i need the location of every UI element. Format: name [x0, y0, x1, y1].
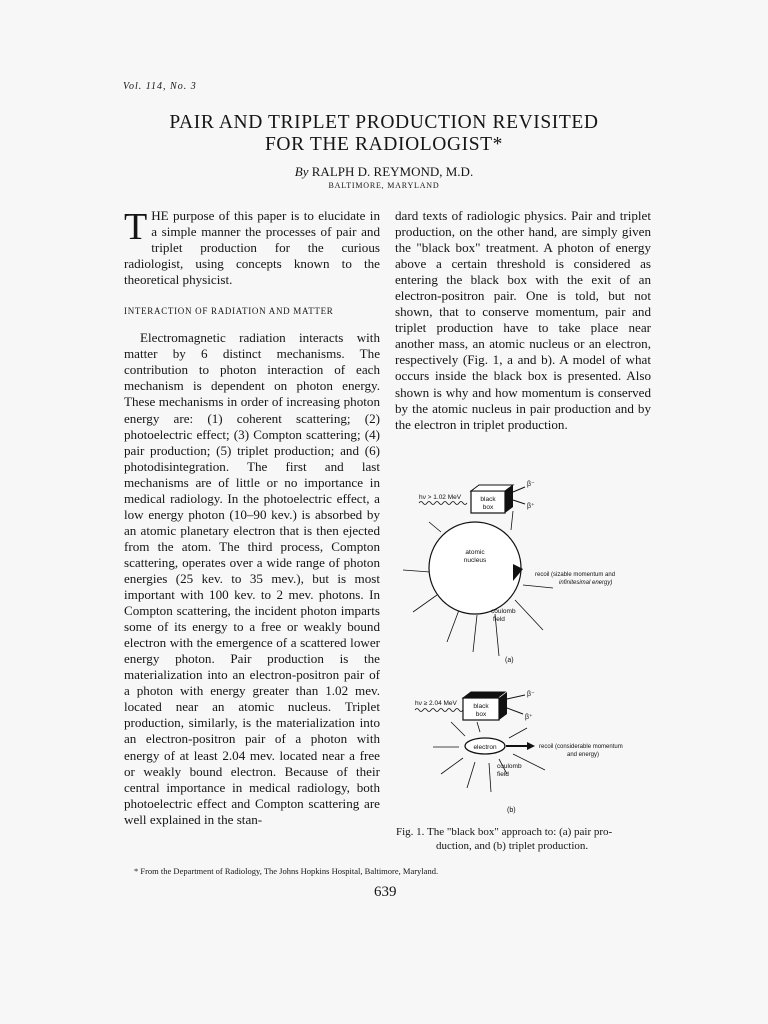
coulomb-field-lines-b: [433, 722, 545, 792]
recoil-label-a1: recoil (sizable momentum and: [535, 572, 616, 578]
caption-lead: Fig. 1.: [396, 826, 425, 838]
title-line-2: FOR THE RADIOLOGIST*: [264, 134, 504, 155]
caption-line-2: duction, and (b) triplet production.: [436, 840, 589, 852]
recoil-label-b1: recoil (considerable momentum: [539, 744, 623, 750]
black-box-text-b2: box: [475, 711, 487, 718]
intro-paragraph: [124, 208, 380, 288]
photon-wave-b: [415, 709, 467, 712]
recoil-label-b2: and energy): [567, 752, 600, 758]
coulomb-label-a2: field: [493, 616, 505, 623]
body-paragraph-1: Electromagnetic radiation interacts with matter by 6 distinct mechanisms. The contribution to photon interaction of each mechanism is dependent on photon energy. These mechanisms in order of increasing photon energy are: (1) coherent scattering; (2) photoelectric effect; (3) Compton scattering; (4) pair production; (5) triplet production; and (6) photodisintegration. The first and last mechanisms are of little or no importance in medical radiology. In the photoelectric effect, a low energy photon (10–90 kev.) is absorbed by an atomic planetary electron that is then ejected from the atom. The third process, Compton scattering, operates over a wide range of photon energies (25 kev. to 35 mev.), but is most important with 100 kev. to 2 mev. photons. In Compton scattering, the incident photon imparts some of its energy to a free or weakly bound electron with the emergence of a scattered lower energy photon. Pair production is the materialization into an electron-positron pair of a photon with energy greater than 1.02 mev. located near an atomic nucleus. Triplet production, similarly, is the materialization into an electron-positron pair of a photon with energy of at least 2.04 mev. located near a free or weakly bound electron. Because of their central importance in medical radiology, both photoelectric effect and Compton scattering are well explained in the stan-: [124, 330, 380, 827]
footnote: * From the Department of Radiology, The Johns Hopkins Hospital, Baltimore, Maryland.: [134, 866, 439, 876]
black-box-text-a2: box: [482, 504, 494, 511]
beta-plus-track-a: [513, 500, 525, 504]
section-heading: INTERACTION OF RADIATION AND MATTER: [124, 306, 334, 317]
right-column: [395, 208, 651, 433]
nucleus-label-1: atomic: [465, 549, 485, 556]
page-number: 639: [374, 884, 397, 900]
panel-label-b: (b): [507, 807, 516, 814]
beta-plus-track-b: [507, 708, 523, 714]
drop-cap: T: [124, 206, 148, 248]
coulomb-label-b2: field: [497, 771, 509, 778]
body-paragraph-2: dard texts of radiologic physics. Pair and triplet production, on the other hand, are simply given the "black box" treatment. A photon of energy above a certain threshold is considered as entering the black box with the exit of an electron-positron pair. One is told, but not shown, that to conserve momentum, pair and triplet production have to take place near another mass, an atomic nucleus or an electron, respectively (Fig. 1, a and b). A model of what occurs inside the black box is presented. Also shown is why and how momentum is conserved by the atomic nucleus in pair production and by the electron in triplet production.: [395, 208, 651, 432]
atomic-nucleus-circle: [429, 522, 521, 614]
photon-wave-a: [419, 502, 467, 505]
affiliation: BALTIMORE, MARYLAND: [328, 181, 440, 190]
title-line-1: PAIR AND TRIPLET PRODUCTION REVISITED: [169, 112, 599, 133]
nucleus-label-2: nucleus: [463, 557, 487, 564]
article-title: [120, 112, 648, 156]
left-column: [124, 208, 380, 828]
beta-minus-track-b: [507, 695, 525, 699]
electron-label: electron: [473, 744, 497, 751]
black-box-text-a1: black: [480, 496, 496, 503]
figure-panel-b: [415, 691, 623, 814]
photon-energy-label-b: hν ≥ 2.04 MeV: [415, 700, 457, 707]
electron-recoil-arrowhead: [527, 742, 535, 750]
beta-plus-label-a: β⁺: [527, 503, 535, 510]
volume-header: Vol. 114, No. 3: [123, 81, 197, 92]
coulomb-label-b1: coulomb: [497, 763, 522, 770]
beta-minus-label-a: β⁻: [527, 481, 535, 488]
figure-caption: [396, 825, 652, 853]
panel-label-a: (a): [505, 657, 514, 664]
figure-panel-a: [403, 481, 615, 664]
intro-text: HE purpose of this paper is to elucidate in a simple manner the processes of pair and triplet production for the curious radiologist, using concepts known to the theoretical physicist.: [124, 208, 380, 288]
byline-by: By: [294, 164, 309, 179]
black-box-text-b1: black: [473, 703, 489, 710]
beta-plus-label-b: β⁺: [525, 714, 533, 721]
caption-line-1: The "black box" approach to: (a) pair pro-: [427, 826, 613, 838]
beta-minus-track-a: [513, 487, 525, 492]
author-name: RALPH D. REYMOND, M.D.: [311, 164, 474, 179]
coulomb-label-a1: coulomb: [491, 608, 516, 615]
figure-1: [395, 470, 685, 820]
recoil-label-a2: infinitesimal energy): [559, 580, 613, 586]
beta-minus-label-b: β⁻: [527, 691, 535, 698]
photon-energy-label-a: hν > 1.02 MeV: [419, 494, 462, 501]
byline: [120, 164, 648, 180]
